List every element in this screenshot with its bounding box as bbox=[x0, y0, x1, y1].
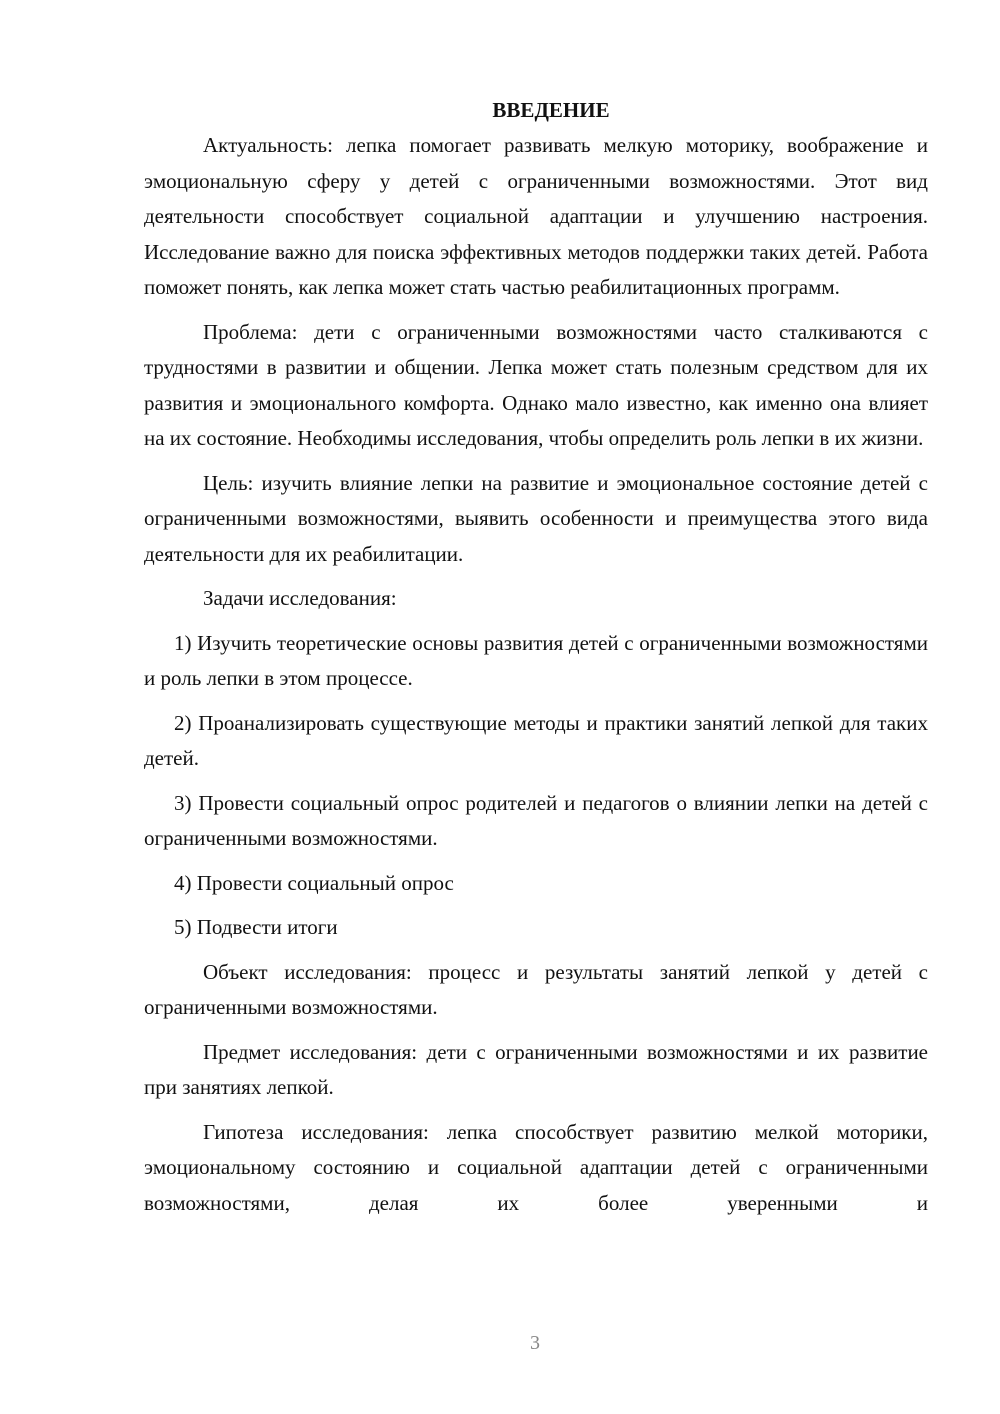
paragraph-goal: Цель: изучить влияние лепки на развитие и эмоциональное состояние детей с ограниченными возможностями, выявить особенности и преимущества этого вида деятельности для их реабилитации. bbox=[144, 470, 928, 566]
paragraph-tasks-heading: Задачи исследования: bbox=[203, 586, 397, 610]
paragraph-relevance: Актуальность: лепка помогает развивать мелкую моторику, воображение и эмоциональную сферу у детей с ограниченными возможностями. Этот вид деятельности способствует социальной адаптации и улучшению настроения. Исследование важно для поиска эффективных методов поддержки таких детей. Работа поможет понять, как лепка может стать частью реабилитационных программ. bbox=[144, 133, 928, 299]
task-item-4: 4) Провести социальный опрос bbox=[174, 870, 454, 895]
paragraph-subject: Предмет исследования: дети с ограниченными возможностями и их развитие при занятиях лепкой. bbox=[144, 1039, 928, 1099]
task-item-5: 5) Подвести итоги bbox=[174, 915, 338, 939]
section-title: ВВЕДЕНИЕ bbox=[492, 98, 610, 122]
paragraph-problem: Проблема: дети с ограниченными возможностями часто сталкиваются с трудностями в развитии и общении. Лепка может стать полезным средством для их развития и эмоционального комфорта. Однако мало известно, как именно она влияет на их состояние. Необходимы исследования, чтобы определить роль лепки в их жизни. bbox=[144, 319, 928, 450]
task-item-3: 3) Провести социальный опрос родителей и педагогов о влиянии лепки на детей с ограниченными возможностями. bbox=[144, 790, 928, 850]
page-number: 3 bbox=[530, 1332, 540, 1354]
paragraph-hypothesis: Гипотеза исследования: лепка способствует развитию мелкой моторики, эмоциональному состоянию и социальной адаптации детей с ограниченными возможностями, делая их более уверенными и bbox=[144, 1119, 928, 1215]
task-item-1: 1) Изучить теоретические основы развития детей с ограниченными возможностями и роль лепки в этом процессе. bbox=[144, 630, 928, 690]
document-page bbox=[144, 92, 928, 1230]
task-item-2: 2) Проанализировать существующие методы и практики занятий лепкой для таких детей. bbox=[144, 710, 928, 770]
paragraph-object: Объект исследования: процесс и результаты занятий лепкой у детей с ограниченными возможностями. bbox=[144, 959, 928, 1019]
